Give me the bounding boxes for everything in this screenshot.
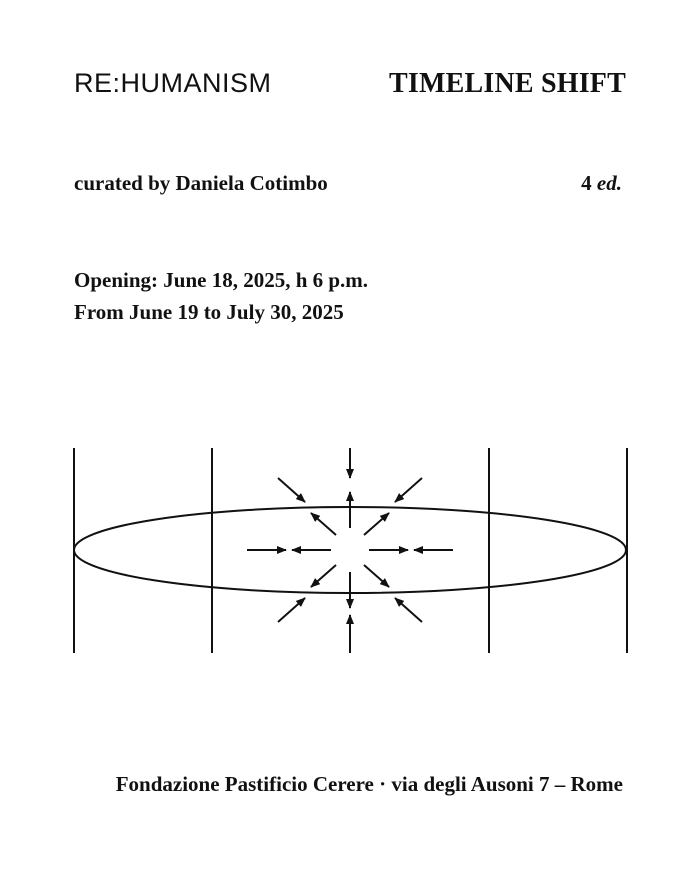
edition-number: 4 — [581, 171, 592, 195]
venue-address: Fondazione Pastificio Cerere · via degli Ausoni 7 – Rome — [115, 772, 623, 796]
brand-name: RE:HUMANISM — [74, 68, 272, 98]
arrow-diag-br — [395, 598, 422, 622]
arrow-diag-inner-br — [364, 565, 389, 587]
edition-suffix: ed. — [596, 171, 622, 195]
curator-credit: curated by Daniela Cotimbo — [74, 171, 328, 195]
exhibition-title: TIMELINE SHIFT — [389, 68, 626, 99]
arrow-diag-tl — [278, 478, 305, 502]
converging-arrows-ellipse-icon — [0, 440, 700, 660]
arrow-diag-bl — [278, 598, 305, 622]
edition-label — [581, 171, 622, 196]
arrow-diag-inner-tr — [364, 513, 389, 535]
opening-info: Opening: June 18, 2025, h 6 p.m. — [74, 268, 369, 292]
exhibition-dates: From June 19 to July 30, 2025 — [74, 300, 344, 324]
arrow-diag-inner-tl — [311, 513, 336, 535]
arrow-diag-tr — [395, 478, 422, 502]
arrow-diag-inner-bl — [311, 565, 336, 587]
